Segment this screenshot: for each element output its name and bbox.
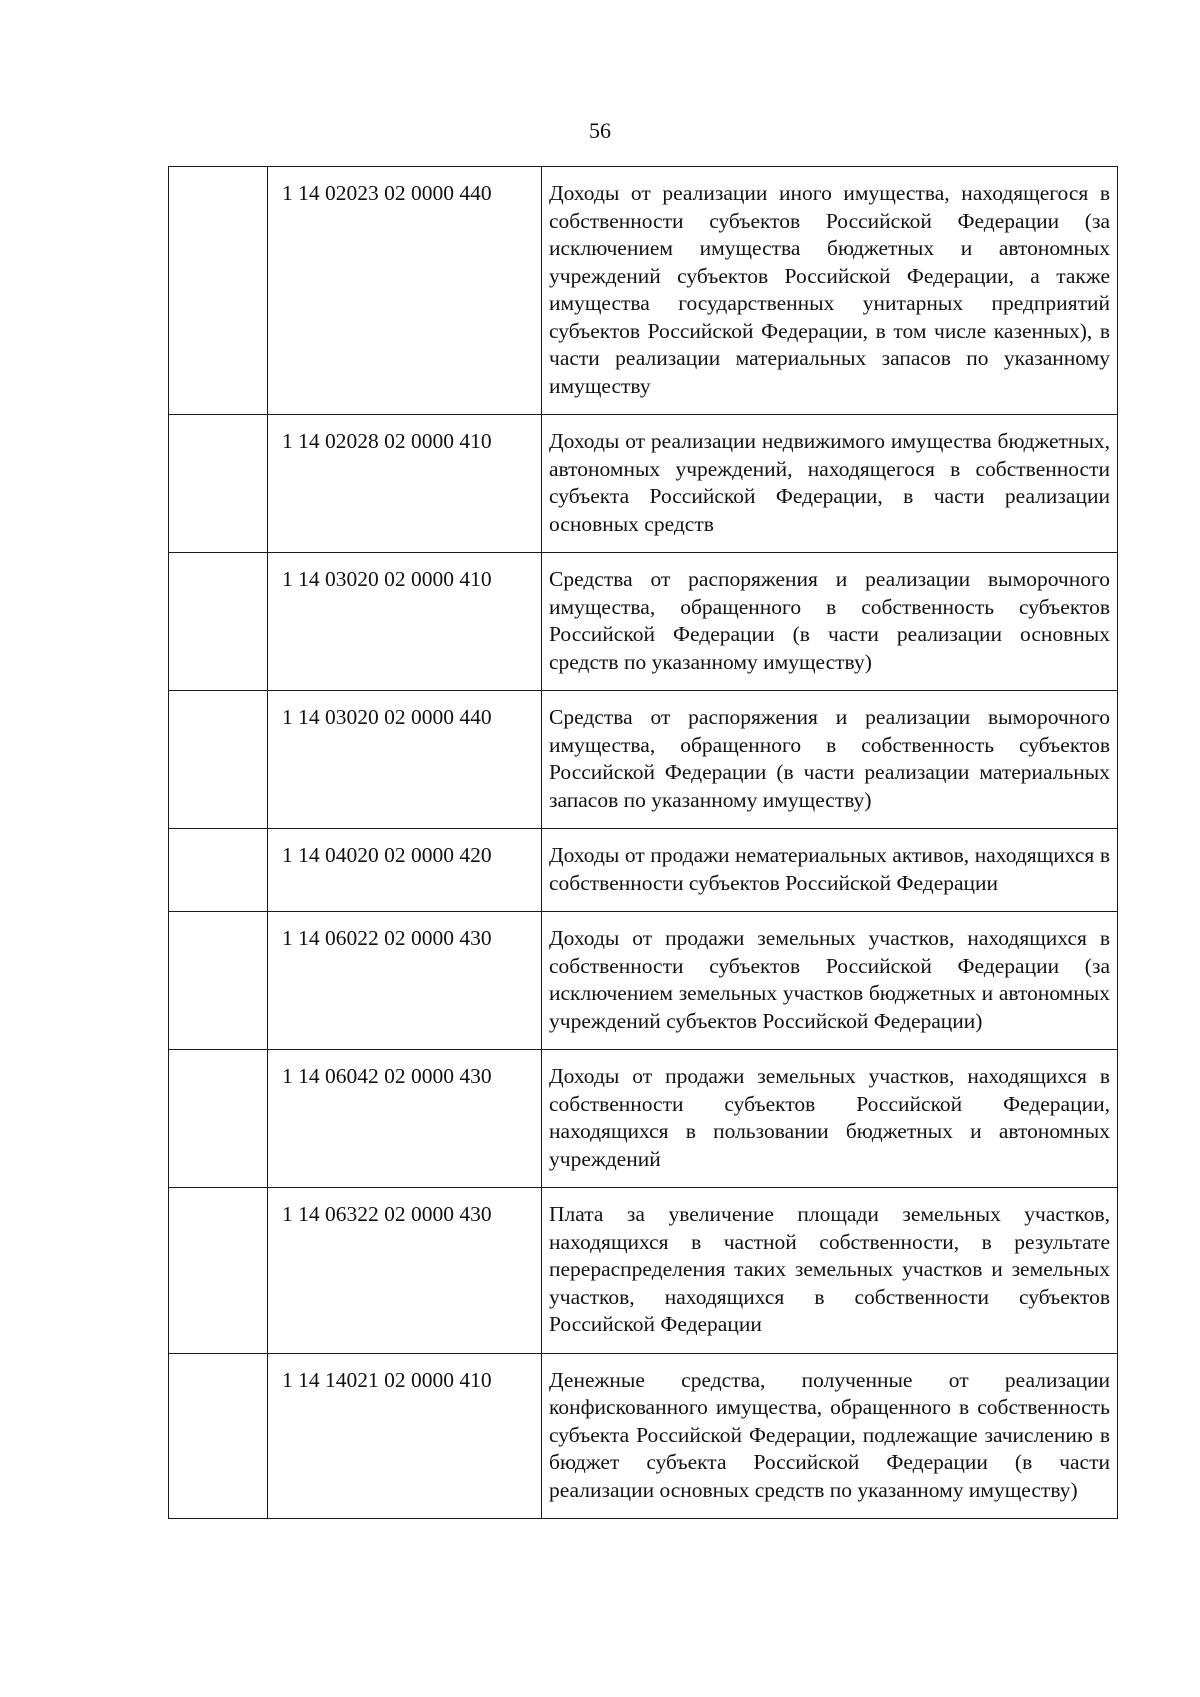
table-row (169, 553, 1118, 691)
table-row (169, 912, 1118, 1050)
revenue-code: 1 14 06322 02 0000 430 (268, 1188, 542, 1354)
table-row (169, 1188, 1118, 1354)
revenue-description: Доходы от продажи земельных участков, находящихся в собственности субъектов Российской Федерации, находящихся в пользовании бюджетных и автономных учреждений (542, 1050, 1118, 1188)
administrator-cell (169, 1188, 268, 1354)
revenue-code: 1 14 03020 02 0000 410 (268, 553, 542, 691)
table-row (169, 691, 1118, 829)
revenue-code: 1 14 02023 02 0000 440 (268, 167, 542, 415)
revenue-description: Средства от распоряжения и реализации выморочного имущества, обращенного в собственность субъектов Российской Федерации (в части реализации материальных запасов по указанному имуществу) (542, 691, 1118, 829)
administrator-cell (169, 553, 268, 691)
revenue-code: 1 14 06042 02 0000 430 (268, 1050, 542, 1188)
administrator-cell (169, 912, 268, 1050)
table-row (169, 167, 1118, 415)
administrator-cell (169, 1050, 268, 1188)
revenue-description: Доходы от продажи земельных участков, находящихся в собственности субъектов Российской Федерации (за исключением земельных участков бюджетных и автономных учреждений субъектов Российской Федерации) (542, 912, 1118, 1050)
revenue-description: Средства от распоряжения и реализации выморочного имущества, обращенного в собственность субъектов Российской Федерации (в части реализации основных средств по указанному имуществу) (542, 553, 1118, 691)
table-row (169, 415, 1118, 553)
revenue-code: 1 14 06022 02 0000 430 (268, 912, 542, 1050)
revenue-description: Денежные средства, полученные от реализации конфискованного имущества, обращенного в собственность субъекта Российской Федерации, подлежащие зачислению в бюджет субъекта Российской Федерации (в части реализации основных средств по указанному имуществу) (542, 1353, 1118, 1519)
revenue-description: Доходы от реализации недвижимого имущества бюджетных, автономных учреждений, находящегося в собственности субъекта Российской Федерации, в части реализации основных средств (542, 415, 1118, 553)
administrator-cell (169, 415, 268, 553)
revenue-description: Плата за увеличение площади земельных участков, находящихся в частной собственности, в результате перераспределения таких земельных участков и земельных участков, находящихся в собственности субъектов Российской Федерации (542, 1188, 1118, 1354)
administrator-cell (169, 167, 268, 415)
administrator-cell (169, 829, 268, 912)
table-row (169, 1353, 1118, 1519)
administrator-cell (169, 691, 268, 829)
table-row (169, 829, 1118, 912)
page-number: 56 (589, 118, 611, 143)
table-row (169, 1050, 1118, 1188)
revenue-code: 1 14 03020 02 0000 440 (268, 691, 542, 829)
administrator-cell (169, 1353, 268, 1519)
revenue-codes-table (168, 166, 1118, 1519)
revenue-code: 1 14 02028 02 0000 410 (268, 415, 542, 553)
revenue-code: 1 14 04020 02 0000 420 (268, 829, 542, 912)
revenue-description: Доходы от реализации иного имущества, находящегося в собственности субъектов Российской Федерации (за исключением имущества бюджетных и автономных учреждений субъектов Российской Федерации, а также имущества государственных унитарных предприятий субъектов Российской Федерации, в том числе казенных), в части реализации материальных запасов по указанному имуществу (542, 167, 1118, 415)
revenue-description: Доходы от продажи нематериальных активов, находящихся в собственности субъектов Российской Федерации (542, 829, 1118, 912)
revenue-code: 1 14 14021 02 0000 410 (268, 1353, 542, 1519)
